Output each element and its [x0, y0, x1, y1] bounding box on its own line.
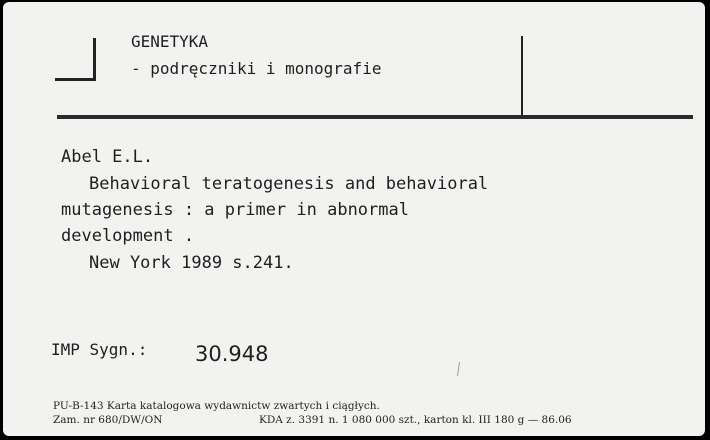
footer-order-number: Zam. nr 680/DW/ON — [53, 414, 163, 426]
title-line-1: Behavioral teratogenesis and behavioral — [89, 174, 489, 194]
imprint: New York 1989 s.241. — [89, 253, 294, 273]
vertical-divider — [521, 36, 523, 118]
bracket-mark-vertical — [93, 38, 96, 80]
subject-subheading: - podręczniki i monografie — [131, 59, 382, 78]
bracket-mark-horizontal — [55, 78, 96, 81]
subject-heading: GENETYKA — [131, 32, 209, 51]
call-number-value: 30.948 — [195, 342, 269, 366]
footer-line-1: PU-B-143 Karta katalogowa wydawnictw zwartych i ciągłych. — [53, 400, 380, 412]
footer-print-info: KDA z. 3391 n. 1 080 000 szt., karton kl. III 180 g — 86.06 — [259, 414, 572, 426]
horizontal-rule — [57, 115, 693, 119]
title-line-2: mutagenesis : a primer in abnormal — [61, 200, 409, 220]
author: Abel E.L. — [61, 147, 154, 167]
catalog-card — [3, 2, 705, 436]
call-number-label: IMP Sygn.: — [51, 340, 148, 359]
title-line-3: development . — [61, 226, 195, 246]
pencil-mark — [457, 362, 460, 376]
